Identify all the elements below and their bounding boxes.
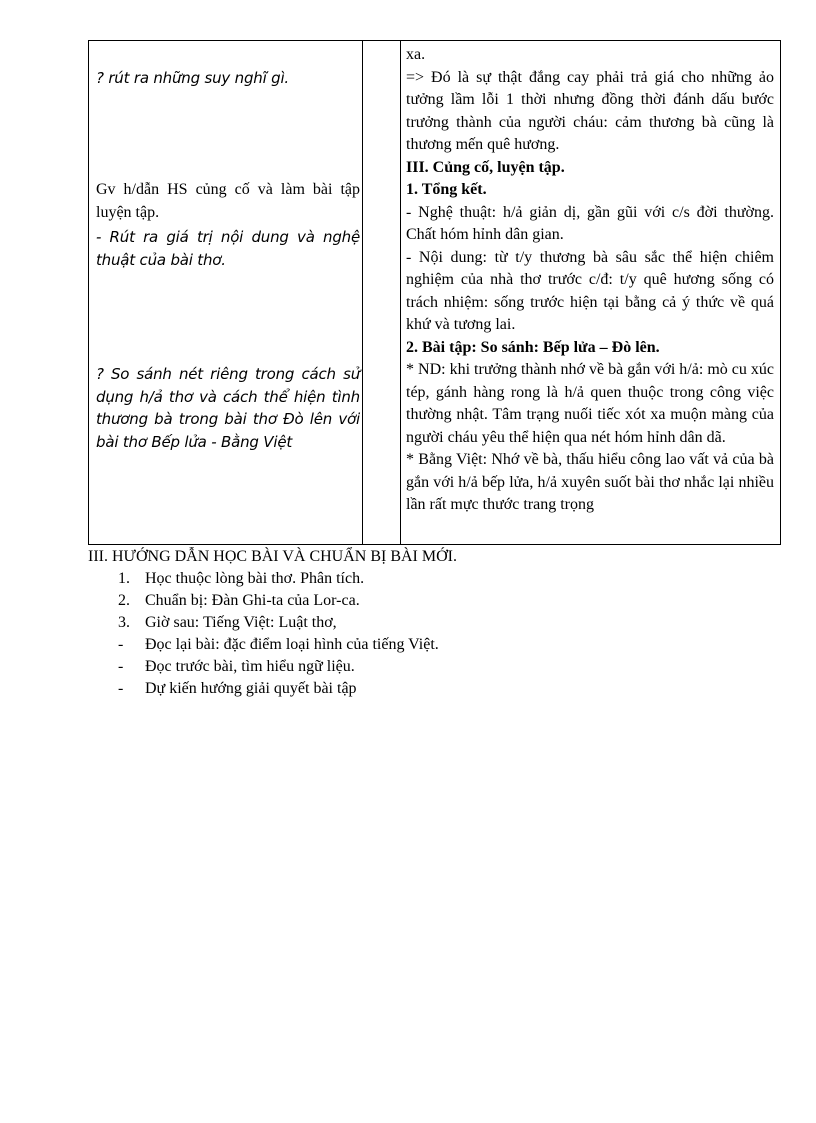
content-text: * Bằng Việt: Nhớ về bà, thấu hiểu công lao vất vả của bà gắn với h/ả bếp lửa, h/ả xuyên suốt bài thơ nhắc lại nhiều lần rất mực thước trang trọng <box>406 451 774 513</box>
list-marker: 3. <box>118 614 130 631</box>
content-text: => Đó là sự thật đắng cay phải trả giá cho những ảo tưởng lầm lỗi 1 thời nhưng đồng thời đánh dấu bước trưởng thành của người cháu: cảm thương bà cũng là thương mến quê hương. <box>406 68 774 153</box>
list-item-text: Dự kiến hướng giải quyết bài tập <box>145 680 357 697</box>
list-item <box>118 568 718 590</box>
list-item <box>118 656 718 678</box>
list-item <box>118 634 718 656</box>
section-heading: III. HƯỚNG DẪN HỌC BÀI VÀ CHUẨN BỊ BÀI MỚI. <box>88 548 457 565</box>
lesson-table <box>88 40 781 545</box>
teacher-instruction: Gv h/dẫn HS củng cố và làm bài tập luyện tập. <box>96 181 360 221</box>
list-marker: 2. <box>118 592 130 609</box>
content-column <box>406 44 774 517</box>
content-text: - Nghệ thuật: h/ả giản dị, gần gũi với c/s đời thường. Chất hóm hỉnh dân gian. <box>406 203 774 243</box>
subsection-title: 1. Tổng kết. <box>406 181 487 198</box>
subsection-title: 2. Bài tập: So sánh: Bếp lửa – Đò lên. <box>406 338 660 356</box>
homework-section <box>88 546 718 700</box>
list-marker: - <box>118 680 124 697</box>
list-marker: - <box>118 636 124 653</box>
section-title: III. Củng cố, luyện tập. <box>406 158 565 176</box>
question-reflection: ? rút ra những suy nghĩ gì. <box>96 69 289 87</box>
list-marker: 1. <box>118 570 130 587</box>
list-item <box>118 678 718 700</box>
content-text: xa. <box>406 46 426 63</box>
list-marker: - <box>118 658 124 675</box>
column-divider-left <box>362 41 363 544</box>
content-text: * ND: khi trưởng thành nhớ về bà gắn với h/ả: mò cu xúc tép, gánh hàng rong là h/ả quen thuộc trong công việc thường nhật. Tâm trạng nuối tiếc xót xa muộn màng của người cháu yêu thể hiện qua nét hóm hỉnh dân dã. <box>406 361 774 446</box>
list-item <box>118 590 718 612</box>
list-item-text: Chuẩn bị: Đàn Ghi-ta của Lor-ca. <box>145 592 360 609</box>
list-item-text: Đọc lại bài: đặc điểm loại hình của tiếng Việt. <box>145 636 439 653</box>
question-value: - Rút ra giá trị nội dung và nghệ thuật của bài thơ. <box>96 228 360 269</box>
list-item-text: Đọc trước bài, tìm hiểu ngữ liệu. <box>145 658 355 675</box>
list-item <box>118 612 718 634</box>
list-item-text: Học thuộc lòng bài thơ. Phân tích. <box>145 570 365 587</box>
list-item-text: Giờ sau: Tiếng Việt: Luật thơ, <box>145 614 337 631</box>
question-compare: ? So sánh nét riêng trong cách sử dụng h/ả thơ và cách thể hiện tình thương bà trong bài thơ Đò lên với bài thơ Bếp lửa - Bằng Việt <box>96 365 360 451</box>
content-text: - Nội dung: từ t/y thương bà sâu sắc thể hiện chiêm nghiệm của nhà thơ trước c/đ: t/y quê hương sống có trách nhiệm: sống trước hiện tại bằng cả ý thức về quá khứ và tương lai. <box>406 248 774 333</box>
column-divider-right <box>400 41 401 544</box>
